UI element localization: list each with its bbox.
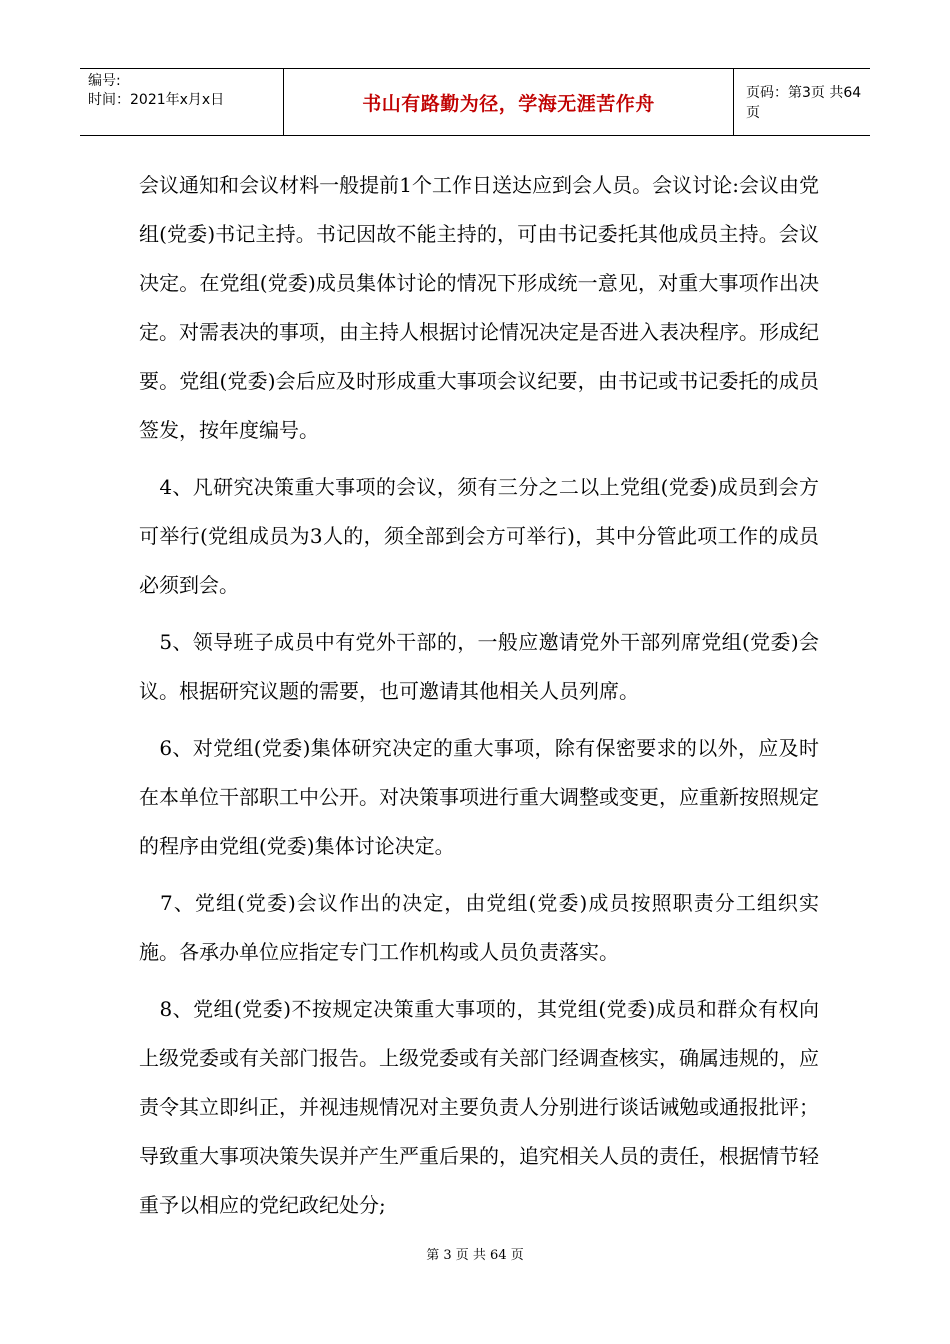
document-time: 时间：2021年x月x日 xyxy=(88,92,225,108)
header-motto: 书山有路勤为径，学海无涯苦作舟 xyxy=(284,69,734,135)
header-page-number: 页码：第3页 共64页 xyxy=(746,85,862,121)
paragraph-item-8: 8、党组(党委)不按规定决策重大事项的，其党组(党委)成员和群众有权向上级党委或有关部门报告。上级党委或有关部门经调查核实，确属违规的，应责令其立即纠正，并视违规情况对主要负责人分别进行谈话诫勉或通报批评；导致重大事项决策失误并产生严重后果的，追究相关人员的责任，根据情节轻重予以相应的党纪政纪处分; xyxy=(139,997,819,1217)
paragraph-item-6: 6、对党组(党委)集体研究决定的重大事项，除有保密要求的以外，应及时在本单位干部职工中公开。对决策事项进行重大调整或变更，应重新按照规定的程序由党组(党委)集体讨论决定。 xyxy=(139,736,819,858)
document-number: 编号: xyxy=(88,73,121,89)
document-header xyxy=(80,68,870,136)
document-body xyxy=(139,161,819,1230)
paragraph-item-5: 5、领导班子成员中有党外干部的，一般应邀请党外干部列席党组(党委)会议。根据研究议题的需要，也可邀请其他相关人员列席。 xyxy=(139,630,819,703)
paragraph-meeting-procedure: 会议通知和会议材料一般提前1个工作日送达应到会人员。会议讨论:会议由党组(党委)书记主持。书记因故不能主持的，可由书记委托其他成员主持。会议决定。在党组(党委)成员集体讨论的情况下形成统一意见，对重大事项作出决定。对需表决的事项，由主持人根据讨论情况决定是否进入表决程序。形成纪要。党组(党委)会后应及时形成重大事项会议纪要，由书记或书记委托的成员签发，按年度编号。 xyxy=(139,173,819,442)
paragraph-item-4: 4、凡研究决策重大事项的会议，须有三分之二以上党组(党委)成员到会方可举行(党组成员为3人的，须全部到会方可举行)，其中分管此项工作的成员必须到会。 xyxy=(139,475,819,597)
header-meta xyxy=(80,69,284,135)
page-footer: 第 3 页 共 64 页 xyxy=(426,1248,524,1263)
paragraph-item-7: 7、党组(党委)会议作出的决定，由党组(党委)成员按照职责分工组织实施。各承办单位应指定专门工作机构或人员负责落实。 xyxy=(139,891,819,964)
